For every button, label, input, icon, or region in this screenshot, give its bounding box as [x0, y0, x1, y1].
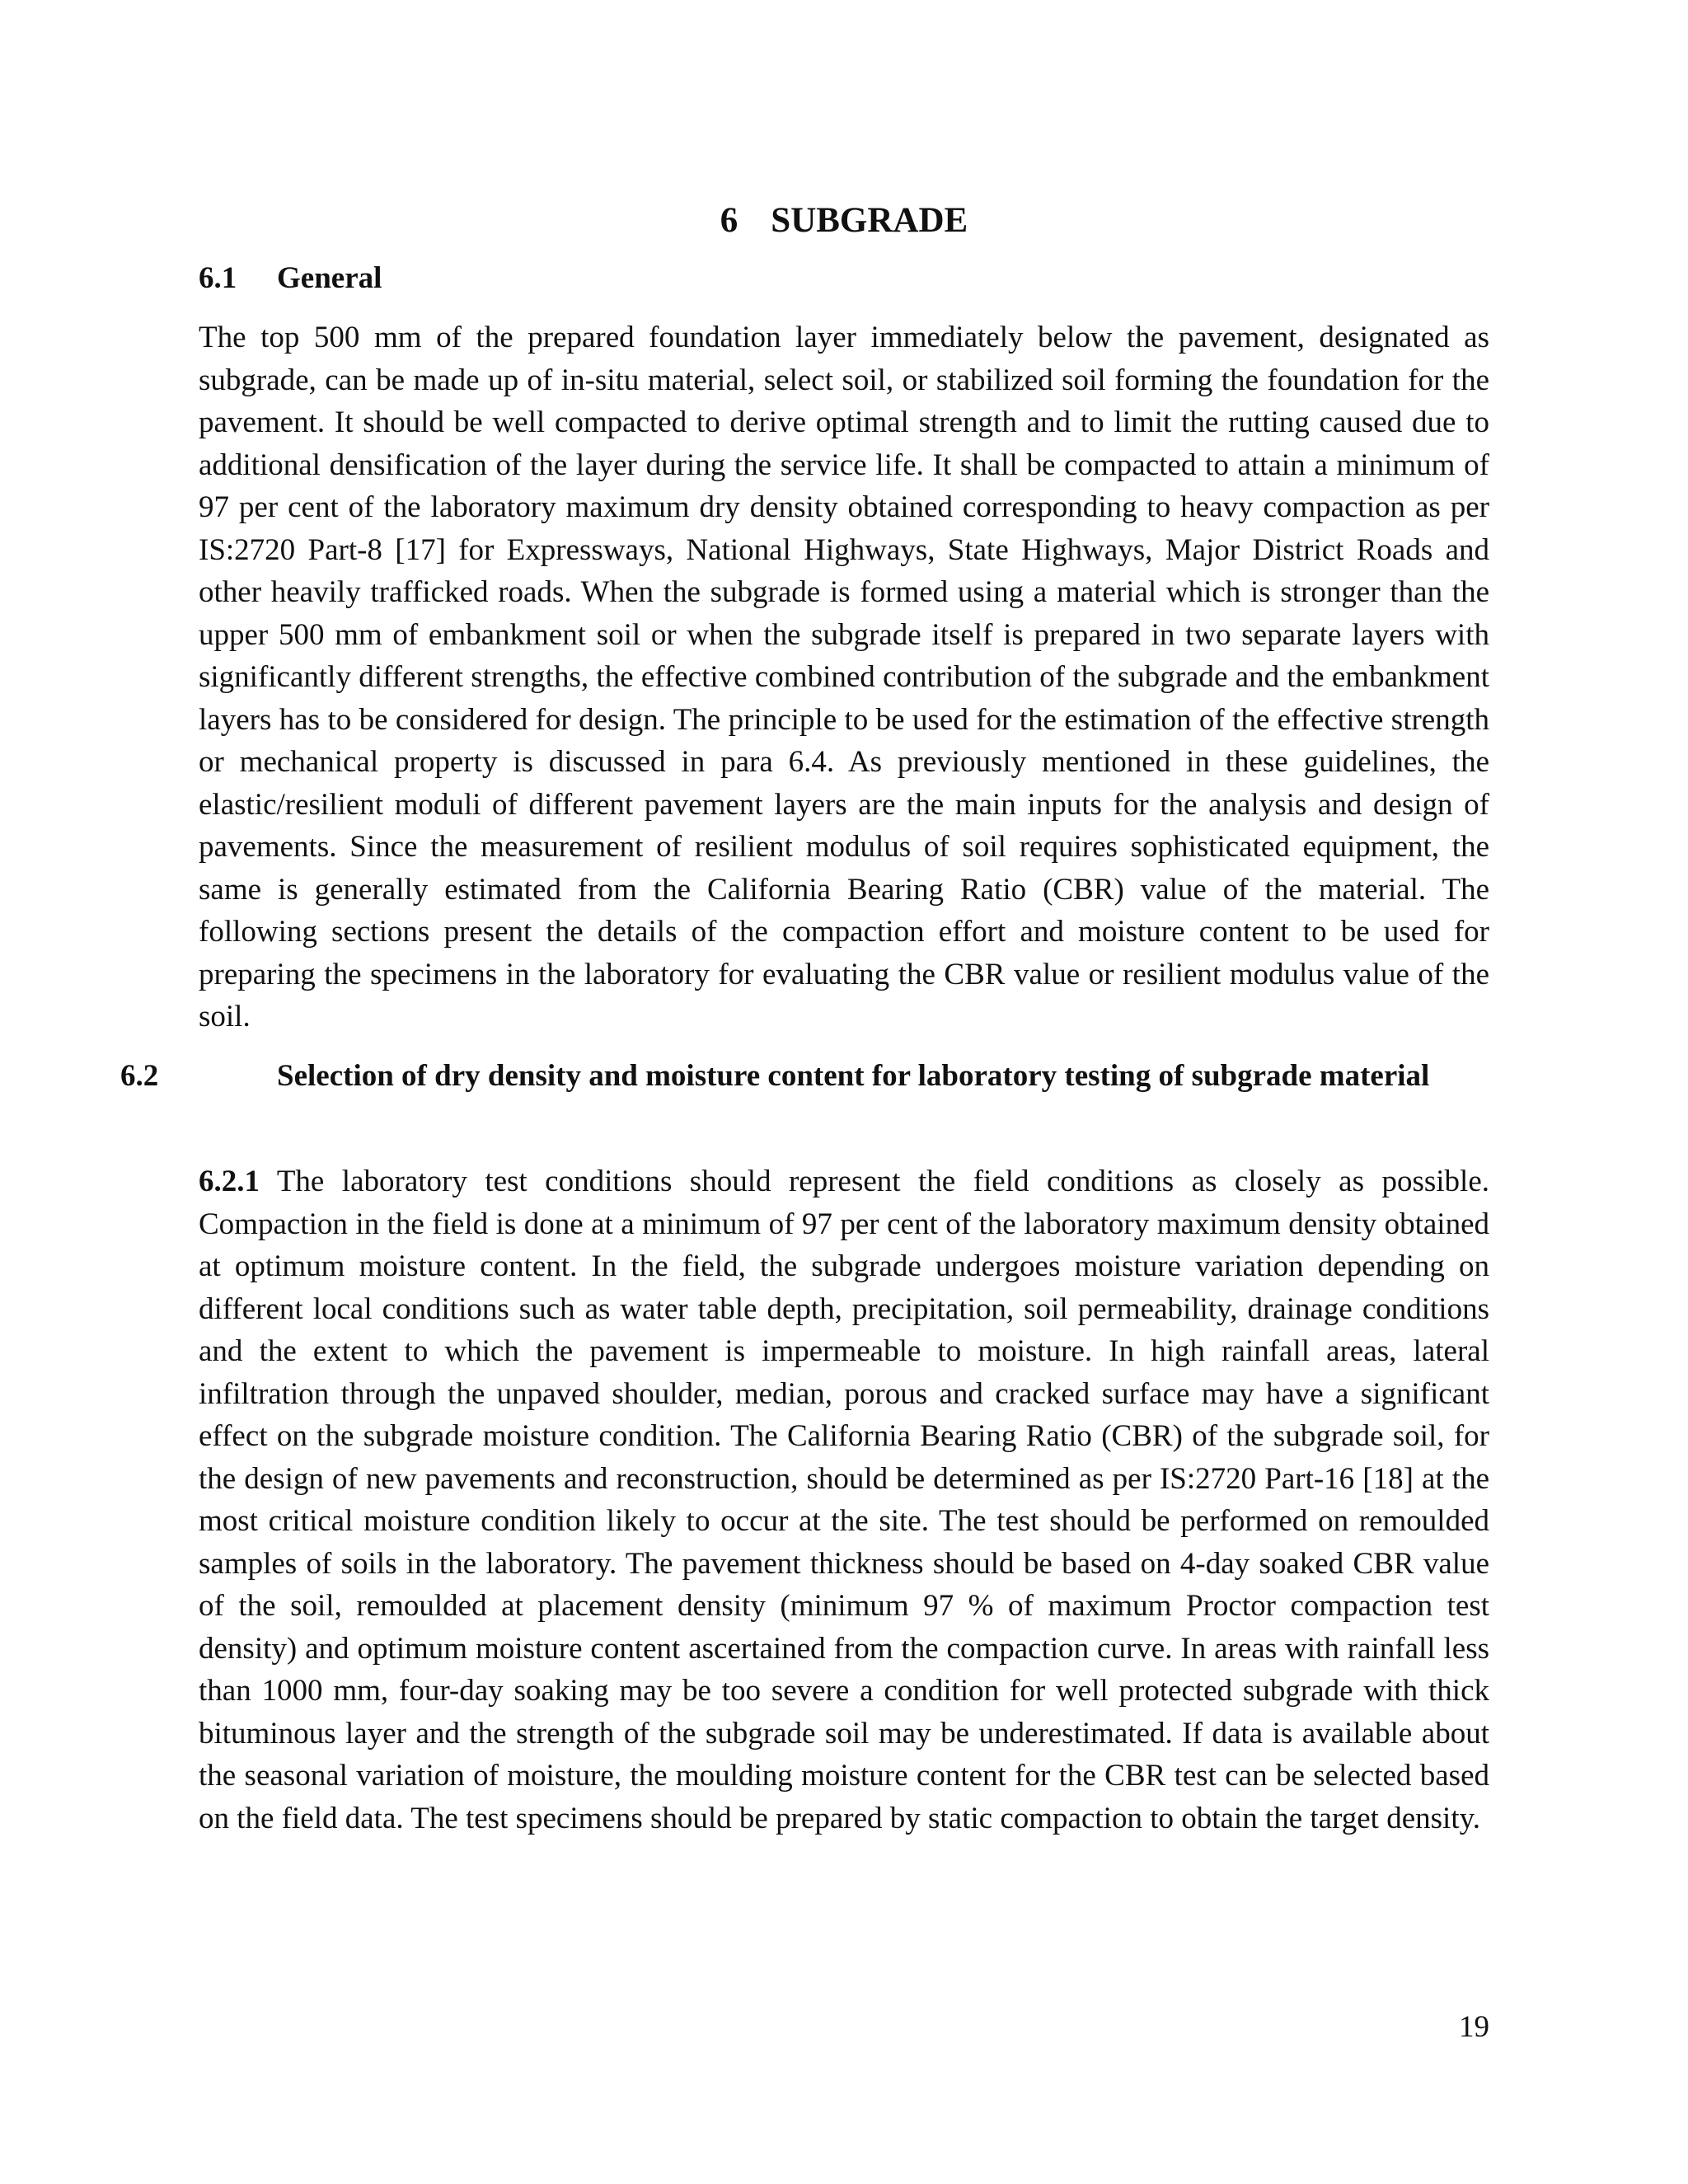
paragraph-6-2-1: [199, 1160, 1489, 1840]
paragraph-number: 6.2.1: [199, 1165, 260, 1198]
section-heading-6-1: [199, 257, 1489, 300]
section-title: General: [277, 261, 382, 295]
section-heading-6-2: [120, 1055, 1489, 1098]
section-number: 6.1: [199, 261, 237, 295]
chapter-number: 6: [720, 201, 738, 240]
chapter-title-text: SUBGRADE: [771, 201, 968, 240]
paragraph-text: The laboratory test conditions should represent the field conditions as closely as possible. Compaction in the field is done at a minimum of 97 per cent of the laboratory maximum density obtained at optimum moisture content. In the field, the subgrade undergoes moisture variation depending on different local conditions such as water table depth, precipitation, soil permeability, drainage conditions and the extent to which the pavement is impermeable to moisture. In high rainfall areas, lateral infiltration through the unpaved shoulder, median, porous and cracked surface may have a significant effect on the subgrade moisture condition. The California Bearing Ratio (CBR) of the subgrade soil, for the design of new pavements and reconstruction, should be determined as per IS:2720 Part-16 [18] at the most critical moisture condition likely to occur at the site. The test should be performed on remoulded samples of soils in the laboratory. The pavement thickness should be based on 4-day soaked CBR value of the soil, remoulded at placement density (minimum 97 % of maximum Proctor compaction test density) and optimum moisture content ascertained from the compaction curve. In areas with rainfall less than 1000 mm, four-day soaking may be too severe a condition for well protected subgrade with thick bituminous layer and the strength of the subgrade soil may be underestimated. If data is available about the seasonal variation of moisture, the moulding moisture content for the CBR test can be selected based on the field data. The test specimens should be prepared by static compaction to obtain the target density.: [199, 1165, 1489, 1835]
page-number: 19: [1459, 2010, 1489, 2044]
section-6-1-paragraph: The top 500 mm of the prepared foundation layer immediately below the pavement, designated as subgrade, can be made up of in-situ material, select soil, or stabilized soil forming the foundation for the pavement. It should be well compacted to derive optimal strength and to limit the rutting caused due to additional densification of the layer during the service life. It shall be compacted to attain a minimum of 97 per cent of the laboratory maximum dry density obtained corresponding to heavy compaction as per IS:2720 Part-8 [17] for Expressways, National Highways, State Highways, Major District Roads and other heavily trafficked roads. When the subgrade is formed using a material which is stronger than the upper 500 mm of embankment soil or when the subgrade itself is prepared in two separate layers with significantly different strengths, the effective combined contribution of the subgrade and the embankment layers has to be considered for design. The principle to be used for the estimation of the effective strength or mechanical property is discussed in para 6.4. As previously mentioned in these guidelines, the elastic/resilient moduli of different pavement layers are the main inputs for the analysis and design of pavements. Since the measurement of resilient modulus of soil requires sophisticated equipment, the same is generally estimated from the California Bearing Ratio (CBR) value of the material. The following sections present the details of the compaction effort and moisture content to be used for preparing the specimens in the laboratory for evaluating the CBR value or resilient modulus value of the soil.: [199, 321, 1489, 1033]
section-title: Selection of dry density and moisture content for laboratory testing of subgrade material: [277, 1059, 1430, 1093]
chapter-title: [199, 198, 1489, 244]
section-number: 6.2: [120, 1059, 159, 1093]
